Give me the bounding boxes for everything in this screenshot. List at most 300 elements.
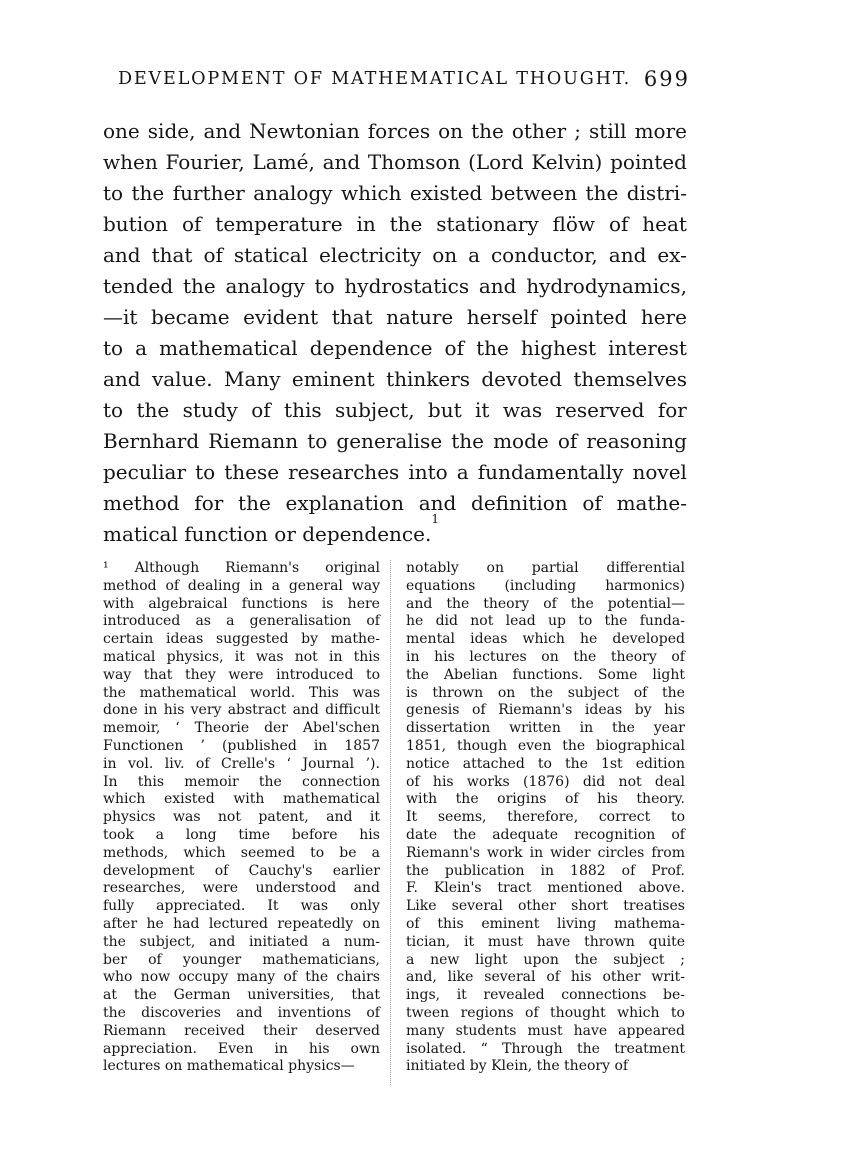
word: did xyxy=(435,613,458,630)
word: must xyxy=(487,933,523,950)
word: tended xyxy=(103,274,174,298)
word: is xyxy=(321,595,334,612)
word: Cauchy's xyxy=(248,862,313,879)
word: and xyxy=(322,150,361,174)
word: initiated xyxy=(248,933,309,950)
word: the xyxy=(530,684,553,701)
page-number: 699 xyxy=(643,67,690,91)
footnote-line xyxy=(103,916,380,934)
word: analogy xyxy=(225,274,305,298)
word: the xyxy=(564,755,588,772)
word: of xyxy=(366,1004,380,1021)
word: mathematical xyxy=(139,684,237,701)
footnote-line xyxy=(103,1005,380,1023)
word: genesis xyxy=(406,702,460,719)
word: like xyxy=(447,969,474,986)
word: with xyxy=(233,791,265,808)
footnote-line xyxy=(103,631,380,649)
footnote-line xyxy=(103,1023,380,1041)
word: that xyxy=(331,305,373,329)
word: here xyxy=(640,305,687,329)
word: discoveries xyxy=(141,1004,221,1021)
word: ; xyxy=(680,951,685,968)
word: Klein's xyxy=(433,880,482,897)
word: his xyxy=(570,969,592,986)
footnote-line xyxy=(406,952,685,970)
word: differential xyxy=(606,560,685,576)
word: Functionen xyxy=(103,737,184,754)
word: universities, xyxy=(247,987,335,1004)
word: method xyxy=(103,491,180,515)
body-text-line: matical function or dependence. 1 xyxy=(103,519,687,550)
word: his xyxy=(163,702,185,719)
word: num- xyxy=(343,933,380,950)
word: hydrodynamics, xyxy=(526,274,687,298)
word: the xyxy=(585,181,619,205)
footnote-line xyxy=(103,809,380,827)
word: when xyxy=(103,150,158,174)
word: algebraical xyxy=(148,595,228,612)
word: functions xyxy=(241,595,308,612)
word: to xyxy=(103,398,124,422)
word: the xyxy=(562,737,586,754)
word: must xyxy=(527,1022,563,1039)
word: thinkers xyxy=(386,367,471,391)
word: of xyxy=(472,702,486,719)
word: of xyxy=(564,791,579,808)
word: ideas xyxy=(584,702,623,719)
word: repeatedly xyxy=(277,915,354,932)
word: work xyxy=(487,844,523,861)
word: the xyxy=(570,595,594,612)
word: and xyxy=(406,595,433,612)
word: it xyxy=(464,933,475,950)
word: of xyxy=(406,915,420,932)
word: value. xyxy=(151,367,213,391)
body-text-line xyxy=(103,240,687,271)
word: interest xyxy=(608,336,687,360)
word: in xyxy=(328,648,343,665)
word: lectured xyxy=(208,915,268,932)
word: the xyxy=(406,666,429,683)
word: upon xyxy=(523,951,559,968)
word: on xyxy=(438,119,464,143)
word: Riemann xyxy=(208,429,299,453)
body-text-line xyxy=(103,457,687,488)
word: hydrostatics xyxy=(344,274,470,298)
word: tween xyxy=(406,1004,450,1021)
word: of xyxy=(251,398,271,422)
word: Riemann's xyxy=(406,844,480,861)
word: Although xyxy=(134,560,200,576)
word: patent, xyxy=(258,809,309,826)
word: stationary xyxy=(436,212,539,236)
word: were xyxy=(202,880,239,897)
word: of xyxy=(671,826,685,843)
word: became xyxy=(150,305,230,329)
word: notably xyxy=(406,560,459,576)
word: the xyxy=(476,336,509,360)
word: development xyxy=(103,862,195,879)
word: harmonics) xyxy=(605,577,685,594)
word: the xyxy=(453,826,477,843)
word: the xyxy=(305,969,329,986)
body-text-line xyxy=(103,209,687,240)
word: revealed xyxy=(483,987,545,1004)
word: adequate xyxy=(492,826,559,843)
word: recognition xyxy=(574,826,656,843)
running-title: DEVELOPMENT OF MATHEMATICAL THOUGHT. xyxy=(118,69,632,89)
word: Crelle's xyxy=(221,755,276,772)
word: this xyxy=(437,915,464,932)
word: a xyxy=(155,826,165,843)
word: and xyxy=(608,243,647,267)
word: isolated. xyxy=(406,1040,467,1057)
word: date xyxy=(406,826,438,843)
word: younger xyxy=(182,951,242,968)
word: memoir, xyxy=(103,720,161,737)
word: —it xyxy=(103,305,138,329)
footnote-line xyxy=(406,774,685,792)
word: he xyxy=(406,613,424,630)
word: a xyxy=(321,933,331,950)
word: of xyxy=(525,1004,539,1021)
word: a xyxy=(271,577,280,594)
word: at xyxy=(103,987,117,1004)
footnote-line xyxy=(406,720,685,738)
footnote-line xyxy=(406,1023,685,1041)
footnote-line xyxy=(103,934,380,952)
word: reserved xyxy=(555,398,645,422)
word: publication xyxy=(444,862,525,879)
word: peculiar xyxy=(103,460,186,484)
word: in xyxy=(540,862,555,879)
word: existed xyxy=(163,791,215,808)
word: correct xyxy=(598,809,651,826)
word: 1851, xyxy=(406,737,447,754)
word: analogy xyxy=(253,181,333,205)
word: of xyxy=(195,755,210,772)
word: world. xyxy=(250,684,296,701)
word: more xyxy=(634,119,687,143)
footnote-line: initiated by Klein, the theory of xyxy=(406,1058,629,1075)
footnote-line xyxy=(103,720,380,738)
word: biographical xyxy=(595,737,685,754)
word: Prof. xyxy=(651,862,685,879)
body-text-line xyxy=(103,364,687,395)
word: In xyxy=(103,773,118,790)
footnote-line xyxy=(406,631,685,649)
word: in xyxy=(249,577,263,594)
word: the xyxy=(133,987,157,1004)
footnote-line xyxy=(103,667,380,685)
word: method xyxy=(103,577,157,594)
word: into xyxy=(408,460,448,484)
word: the xyxy=(611,720,635,737)
word: notice xyxy=(406,755,450,772)
body-text-line xyxy=(103,147,687,178)
word: mathe- xyxy=(330,631,380,648)
word: have xyxy=(536,933,571,950)
word: the xyxy=(574,951,598,968)
word: to xyxy=(103,181,124,205)
word: ideas xyxy=(470,631,508,648)
footnote-line xyxy=(103,738,380,756)
body-text-line xyxy=(103,488,687,519)
word: of xyxy=(546,969,560,986)
word: of xyxy=(366,613,380,630)
word: of xyxy=(283,969,297,986)
word: one xyxy=(103,119,140,143)
word: lectures xyxy=(469,648,527,665)
word: received xyxy=(184,1022,245,1039)
word: seems, xyxy=(437,809,487,826)
word: and xyxy=(208,933,236,950)
word: year xyxy=(653,720,685,737)
footnote-line xyxy=(406,756,685,774)
word: difficult xyxy=(325,702,380,719)
word: lead xyxy=(505,613,536,630)
word: Many xyxy=(223,367,281,391)
word: statical xyxy=(233,243,309,267)
word: dependence xyxy=(309,336,433,360)
word: This xyxy=(308,684,339,701)
word: this xyxy=(353,648,380,665)
word: a xyxy=(456,460,469,484)
word: as xyxy=(195,613,211,630)
word: works xyxy=(466,773,510,790)
word: subject xyxy=(567,684,619,701)
word: Thomson xyxy=(367,150,461,174)
word: equations xyxy=(406,577,476,594)
word: many xyxy=(406,1022,445,1039)
word: above. xyxy=(638,880,685,897)
word: side, xyxy=(147,119,196,143)
body-text-line xyxy=(103,426,687,457)
footnote-line xyxy=(103,969,380,987)
word: that xyxy=(143,666,173,683)
word: deserved xyxy=(315,1022,380,1039)
word: understood xyxy=(255,880,337,897)
word: from xyxy=(651,844,685,861)
word: new xyxy=(430,951,460,968)
word: thrown xyxy=(584,933,635,950)
word: his xyxy=(359,826,380,843)
word: inventions xyxy=(277,1004,352,1021)
word: the xyxy=(573,648,597,665)
footnote-line: lectures on mathematical physics— xyxy=(103,1058,355,1075)
word: to xyxy=(578,613,593,630)
word: to xyxy=(537,755,552,772)
word: their xyxy=(263,1022,298,1039)
word: 1st xyxy=(600,755,623,772)
footnote-line xyxy=(103,863,380,881)
footnote-column-left xyxy=(103,560,380,1076)
word: of xyxy=(203,243,223,267)
footnote-line xyxy=(406,578,685,596)
word: Fourier, xyxy=(165,150,245,174)
body-text-line xyxy=(103,116,687,147)
word: had xyxy=(173,915,200,932)
word: temperature xyxy=(215,212,343,236)
word: mathe- xyxy=(616,491,687,515)
word: his xyxy=(432,773,454,790)
footnote-line xyxy=(406,702,685,720)
word: and xyxy=(478,274,517,298)
footnote-line xyxy=(103,791,380,809)
word: therefore, xyxy=(507,809,579,826)
word: the xyxy=(258,773,282,790)
footnote-line xyxy=(103,898,380,916)
word: several xyxy=(484,969,536,986)
footnote-line xyxy=(406,1005,685,1023)
word: to xyxy=(195,460,216,484)
footnote-line xyxy=(406,863,685,881)
footnote-line xyxy=(103,880,380,898)
word: not xyxy=(618,773,642,790)
word: they xyxy=(184,666,216,683)
word: the xyxy=(103,933,126,950)
word: potential— xyxy=(607,595,685,612)
word: Abelian xyxy=(443,666,498,683)
word: was xyxy=(172,809,201,826)
body-text-line xyxy=(103,333,687,364)
word: the xyxy=(406,862,429,879)
word: the xyxy=(576,1040,600,1057)
word: funda- xyxy=(639,613,685,630)
word: subject, xyxy=(334,398,415,422)
word: quite xyxy=(648,933,685,950)
word: subject xyxy=(613,951,665,968)
word: of xyxy=(406,773,420,790)
footnote-line xyxy=(406,649,685,667)
word: of xyxy=(633,684,648,701)
body-text-line xyxy=(103,395,687,426)
word: chairs xyxy=(336,969,380,986)
word: researches, xyxy=(103,880,186,897)
word: a xyxy=(406,951,415,968)
word: 1857 xyxy=(344,737,380,754)
word: Kelvin) xyxy=(531,150,603,174)
word: Newtonian xyxy=(249,119,360,143)
word: and xyxy=(103,243,141,267)
word: and xyxy=(203,119,242,143)
footnote-line xyxy=(103,756,380,774)
word: in xyxy=(313,737,328,754)
word: to xyxy=(307,429,328,453)
word: pointed xyxy=(550,305,628,329)
word: was xyxy=(502,398,543,422)
word: and, xyxy=(406,969,437,986)
word: nature xyxy=(386,305,454,329)
word: F. xyxy=(406,880,418,897)
word: dissertation xyxy=(406,720,491,737)
word: devoted xyxy=(481,367,563,391)
word: done xyxy=(103,702,138,719)
body-text-line xyxy=(103,302,687,333)
word: appreciated. xyxy=(156,898,246,915)
main-text-block xyxy=(103,116,687,550)
word: origins xyxy=(497,791,547,808)
word: other xyxy=(517,898,557,915)
footnote-line xyxy=(103,845,380,863)
word: (published xyxy=(221,737,297,754)
word: theory xyxy=(610,648,657,665)
word: physics xyxy=(103,809,156,826)
word: of xyxy=(165,577,180,594)
word: explanation xyxy=(285,491,404,515)
word: he xyxy=(579,631,598,648)
word: mathematicians, xyxy=(262,951,380,968)
word: living xyxy=(557,915,597,932)
word: still xyxy=(589,119,627,143)
footnote-line xyxy=(103,827,380,845)
word: thrown xyxy=(432,684,484,701)
word: way xyxy=(351,577,380,594)
word: in xyxy=(529,844,544,861)
word: and xyxy=(236,1004,263,1021)
word: and xyxy=(103,367,141,391)
footnote-line xyxy=(406,880,685,898)
word: occupy xyxy=(178,969,229,986)
word: after xyxy=(103,915,138,932)
word: of xyxy=(608,212,629,236)
footnote-line xyxy=(103,685,380,703)
word: generalisation xyxy=(249,613,352,630)
word: eminent xyxy=(481,915,540,932)
word: (Lord xyxy=(468,150,524,174)
word: for xyxy=(657,398,687,422)
word: (including xyxy=(504,577,577,594)
word: on xyxy=(497,684,516,701)
footnote-line xyxy=(406,845,685,863)
word: light xyxy=(475,951,508,968)
word: it xyxy=(234,648,245,665)
word: connections xyxy=(561,987,647,1004)
footnote-line xyxy=(103,578,380,596)
footnote-line xyxy=(103,952,380,970)
word: mentioned xyxy=(547,880,623,897)
word: which xyxy=(103,791,146,808)
word: the xyxy=(103,684,126,701)
footnote-line xyxy=(406,916,685,934)
word: a xyxy=(371,844,380,861)
word: ’ xyxy=(200,737,205,754)
word: the xyxy=(136,398,170,422)
word: and xyxy=(353,880,380,897)
footnote-line xyxy=(103,560,380,578)
word: dealing xyxy=(187,577,241,594)
word: ’). xyxy=(365,755,380,772)
word: der xyxy=(264,720,289,737)
footnote-line xyxy=(103,613,380,631)
footnote-line xyxy=(406,738,685,756)
word: pointed xyxy=(610,150,687,174)
word: with xyxy=(103,595,135,612)
word: flöw xyxy=(552,212,596,236)
word: conductor, xyxy=(490,243,598,267)
word: not xyxy=(217,809,241,826)
word: ¹ xyxy=(103,560,109,576)
word: general xyxy=(288,577,343,594)
word: this xyxy=(284,398,322,422)
word: abstract xyxy=(227,702,287,719)
footnote-line xyxy=(406,791,685,809)
word: to xyxy=(365,666,380,683)
footnote-line xyxy=(103,649,380,667)
word: a xyxy=(226,613,235,630)
word: short xyxy=(571,898,609,915)
